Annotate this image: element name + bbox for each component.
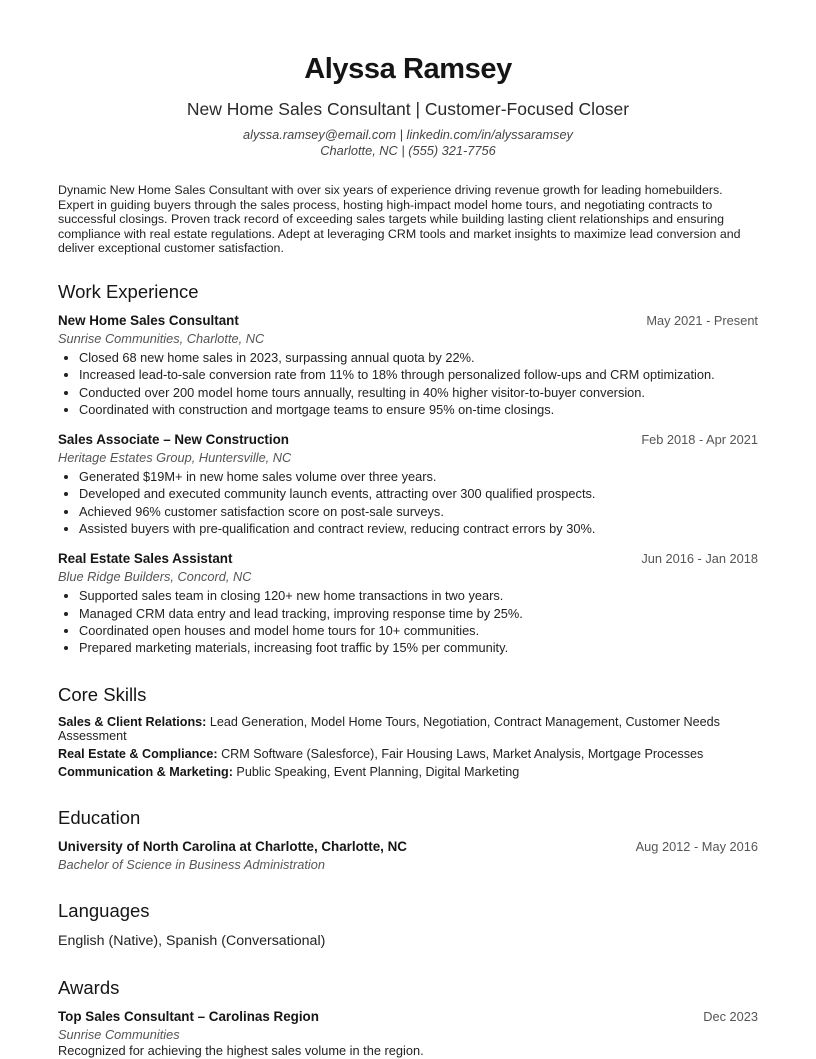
job-employer: Blue Ridge Builders, Concord, NC xyxy=(58,569,252,585)
section-title-awards: Awards xyxy=(58,976,120,998)
achievement-bullet: • Generated $19M+ in new home sales volume over three years. xyxy=(79,468,758,485)
achievement-bullet: • Coordinated open houses and model home tours for 10+ communities. xyxy=(79,622,758,639)
education-dates: Aug 2012 - May 2016 xyxy=(635,838,758,854)
experience-list xyxy=(58,312,758,657)
professional-summary: Dynamic New Home Sales Consultant with over six years of experience driving revenue growth for leading homebuilders. Expert in guiding buyers through the sales process, hosting high-impact model home tours, and negotiating contracts to successful closings. Proven track record of exceeding sales targets while building lasting client relationships and ensuring compliance with real estate regulations. Adept at leveraging CRM tools and market insights to maximize lead conversion and deliver exceptional customer satisfaction. xyxy=(58,183,741,256)
award-description: Recognized for achieving the highest sales volume in the region. xyxy=(58,1042,424,1058)
achievement-bullet: • Managed CRM data entry and lead tracking, improving response time by 25%. xyxy=(79,605,758,622)
school-name: University of North Carolina at Charlotte, Charlotte, NC xyxy=(58,838,407,854)
skill-category-items: CRM Software (Salesforce), Fair Housing Laws, Market Analysis, Mortgage Processes xyxy=(217,747,704,762)
achievement-bullet: • Increased lead-to-sale conversion rate from 11% to 18% through personalized follow-ups and CRM optimization. xyxy=(79,366,758,383)
contact-info xyxy=(58,127,758,158)
job-entry xyxy=(58,431,758,537)
job-dates: Jun 2016 - Jan 2018 xyxy=(641,551,758,567)
skill-category-label: Communication & Marketing: xyxy=(58,765,233,780)
headline: New Home Sales Consultant | Customer-Focused Closer xyxy=(186,99,630,119)
skill-category xyxy=(58,715,758,744)
job-entry xyxy=(58,312,758,418)
degree: Bachelor of Science in Business Administration xyxy=(58,856,325,872)
job-achievements xyxy=(58,587,758,656)
section-title-skills: Core Skills xyxy=(58,683,147,705)
section-title-education: Education xyxy=(58,806,141,828)
achievement-bullet: • Assisted buyers with pre-qualification and contract review, reducing contract errors by 30%. xyxy=(79,520,758,537)
languages-list: English (Native), Spanish (Conversational) xyxy=(58,932,326,949)
skill-category-label: Sales & Client Relations: xyxy=(58,714,207,729)
achievement-bullet: • Prepared marketing materials, increasing foot traffic by 15% per community. xyxy=(79,639,758,656)
skill-category xyxy=(58,747,758,762)
skill-category-label: Real Estate & Compliance: xyxy=(58,747,218,762)
job-title: New Home Sales Consultant xyxy=(58,312,239,328)
skill-category-items: Public Speaking, Event Planning, Digital Marketing xyxy=(232,765,520,780)
achievement-bullet: • Supported sales team in closing 120+ new home transactions in two years. xyxy=(79,587,758,604)
skill-category-items: Lead Generation, Model Home Tours, Negotiation, Contract Management, Customer Needs Assessment xyxy=(58,714,720,744)
job-achievements xyxy=(58,349,758,418)
job-title: Real Estate Sales Assistant xyxy=(58,551,233,567)
job-entry xyxy=(58,550,758,656)
job-employer: Sunrise Communities, Charlotte, NC xyxy=(58,330,265,346)
job-employer: Heritage Estates Group, Huntersville, NC xyxy=(58,450,292,466)
award-name: Top Sales Consultant – Carolinas Region xyxy=(58,1008,319,1024)
achievement-bullet: • Achieved 96% customer satisfaction score on post-sale surveys. xyxy=(79,503,758,520)
achievement-bullet: • Conducted over 200 model home tours annually, resulting in 40% higher visitor-to-buyer conversion. xyxy=(79,384,758,401)
contact-line-email-linkedin: alyssa.ramsey@email.com | linkedin.com/in/alyssaramsey xyxy=(243,127,573,142)
achievement-bullet: • Coordinated with construction and mortgage teams to ensure 95% on-time closings. xyxy=(79,401,758,418)
contact-line-location-phone: Charlotte, NC | (555) 321-7756 xyxy=(320,142,496,158)
candidate-name: Alyssa Ramsey xyxy=(304,53,512,85)
education-entry xyxy=(58,838,758,873)
award-issuer: Sunrise Communities xyxy=(58,1026,180,1042)
section-title-languages: Languages xyxy=(58,899,150,921)
achievement-bullet: • Developed and executed community launch events, attracting over 300 qualified prospects. xyxy=(79,485,758,502)
job-dates: Feb 2018 - Apr 2021 xyxy=(641,432,758,448)
job-dates: May 2021 - Present xyxy=(646,312,758,328)
award-entry xyxy=(58,1008,758,1059)
skills-list xyxy=(58,715,758,780)
achievement-bullet: • Closed 68 new home sales in 2023, surpassing annual quota by 22%. xyxy=(79,349,758,366)
job-achievements xyxy=(58,468,758,537)
skill-category xyxy=(58,765,758,780)
award-date: Dec 2023 xyxy=(703,1008,758,1024)
section-title-experience: Work Experience xyxy=(58,280,199,302)
job-title: Sales Associate – New Construction xyxy=(58,432,289,448)
